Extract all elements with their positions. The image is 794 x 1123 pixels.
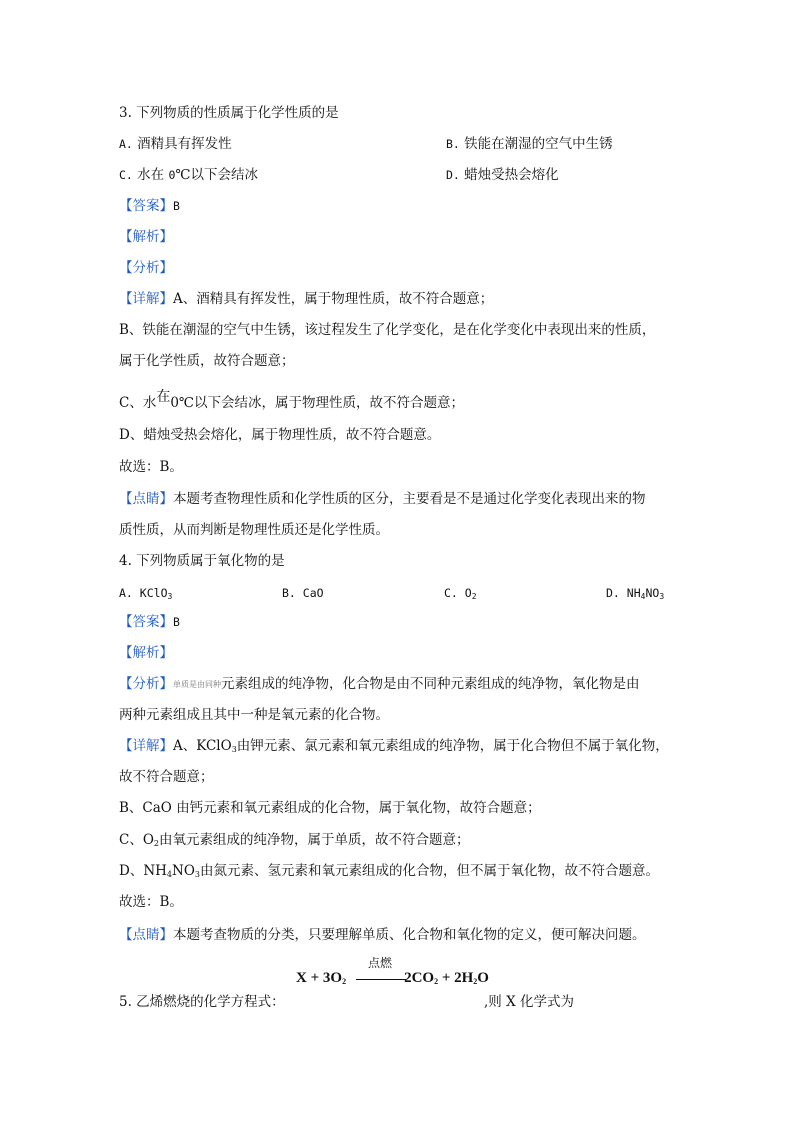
q3-detail-b2: 属于化学性质，故符合题意； (119, 353, 295, 369)
q4-detail-a (119, 736, 669, 760)
subscript: 2 (153, 839, 159, 848)
q3-option-b (446, 134, 613, 154)
option-number: 0 (168, 168, 176, 182)
q4-choose: 故选：B。 (119, 894, 183, 910)
subscript: 4 (166, 870, 173, 879)
option-label: A. (119, 137, 133, 151)
q4-fenxi-2: 两种元素组成且其中一种是氧元素的化合物。 (119, 707, 389, 723)
q3-jiexi-tag: 【解析】 (119, 229, 173, 245)
q4-option-d (606, 583, 664, 607)
q3-detail-a (119, 289, 493, 309)
q4-answer (119, 612, 180, 632)
detail-text: A、KClO (173, 738, 232, 754)
q4-detail-a2: 故不符合题意； (119, 769, 214, 785)
q4-option-b (282, 583, 324, 603)
q3-option-a (119, 134, 232, 154)
option-label: B. (282, 586, 296, 600)
detail-text: A、酒精具有挥发性，属于物理性质，故不符合题意； (173, 291, 494, 307)
subscript: 4 (640, 592, 646, 601)
option-formula: O (464, 586, 472, 600)
q3-fenxi-tag: 【分析】 (119, 260, 173, 276)
tiny-text: 单质是由同种 (173, 680, 221, 689)
detail-text-3: 由氮元素、氢元素和氧元素组成的化合物，但不属于氧化物，故不符合题意。 (200, 863, 659, 879)
xiangjie-tag: 【详解】 (119, 738, 173, 754)
chemical-equation (296, 958, 496, 992)
q5-stem (119, 992, 285, 1012)
equation-condition: 点燃 (367, 956, 392, 970)
option-formula-2: NO (645, 586, 660, 600)
answer-tag: 【答案】 (119, 198, 173, 214)
q4-detail-d (119, 861, 659, 885)
subscript-2: 3 (659, 592, 665, 601)
q3-dianjing-2: 质性质，从而判断是物理性质还是化学性质。 (119, 522, 389, 538)
detail-text-2: 由氧元素组成的纯净物，属于单质，故不符合题意； (159, 832, 470, 848)
detail-text-2: NO (172, 863, 195, 879)
option-label: A. (119, 586, 133, 600)
subscript: 3 (167, 592, 173, 601)
option-formula: KClO (139, 586, 168, 600)
equation-formula (296, 970, 489, 987)
q4-option-c (444, 583, 477, 607)
subscript: 3 (231, 745, 237, 754)
fenxi-text: 元素组成的纯净物，化合物是由不同种元素组成的纯净物，氧化物是由 (221, 676, 640, 692)
dianjing-tag: 【点睛】 (119, 927, 173, 943)
xiangjie-tag: 【详解】 (119, 291, 173, 307)
q5-stem-tail: ,则 X 化学式为 (484, 994, 574, 1010)
q3-option-c (119, 165, 258, 185)
q3-detail-c (119, 389, 465, 413)
q3-dianjing-1 (119, 489, 646, 509)
option-text: 水在 (137, 167, 169, 183)
dianjing-text: 本题考查物质的分类，只要理解单质、化合物和氧化物的定义，便可解决问题。 (173, 927, 646, 943)
option-label: C. (119, 168, 133, 182)
subscript: 2 (342, 977, 347, 986)
option-label: B. (446, 137, 460, 151)
q4-option-a (119, 583, 172, 607)
q4-detail-b: B、CaO 由钙元素和氧元素组成的化合物，属于氧化物，故符合题意； (119, 800, 541, 816)
q3-stem: 3. 下列物质的性质属于化学性质的是 (119, 105, 339, 121)
q3-answer (119, 196, 180, 216)
q3-detail-d: D、蜡烛受热会熔化，属于物理性质，故不符合题意。 (119, 427, 441, 443)
option-text: 铁能在潮湿的空气中生锈 (464, 136, 613, 152)
option-formula: CaO (302, 586, 324, 600)
q3-option-d (446, 165, 559, 185)
detail-text: C、O (119, 832, 154, 848)
option-formula: NH (626, 586, 641, 600)
detail-text: C、水 (119, 395, 157, 411)
equation-right-1: 2CO (404, 970, 435, 986)
option-text-2: ℃以下会结冰 (175, 167, 258, 183)
option-label: D. (446, 168, 460, 182)
q4-stem: 4. 下列物质属于氧化物的是 (119, 553, 285, 569)
q4-dianjing (119, 925, 646, 945)
raised-char: 在 (156, 389, 171, 405)
option-label: D. (606, 586, 620, 600)
q4-fenxi-1 (119, 674, 640, 695)
subscript-3: 2 (473, 977, 478, 986)
subscript: 2 (471, 592, 477, 601)
q3-detail-b1: B、铁能在潮湿的空气中生锈，该过程发生了化学变化，是在化学变化中表现出来的性质， (119, 322, 656, 338)
q3-choose: 故选：B。 (119, 459, 183, 475)
q4-jiexi-tag: 【解析】 (119, 645, 173, 661)
subscript-2: 3 (194, 870, 200, 879)
option-text: 酒精具有挥发性 (137, 136, 232, 152)
equation-right-3: O (477, 970, 489, 986)
equation-right-2: + 2H (438, 970, 474, 986)
answer-value: B (173, 615, 180, 629)
fenxi-tag: 【分析】 (119, 676, 173, 692)
q4-detail-c (119, 830, 470, 854)
option-text: 蜡烛受热会熔化 (464, 167, 559, 183)
subscript-2: 2 (434, 977, 439, 986)
option-label: C. (444, 586, 458, 600)
dianjing-tag: 【点睛】 (119, 491, 173, 507)
answer-tag: 【答案】 (119, 614, 173, 630)
detail-text-2: 由钾元素、氯元素和氧元素组成的纯净物，属于化合物但不属于氧化物， (236, 738, 669, 754)
equation-left: X + 3O (296, 970, 343, 986)
detail-text-2: 0℃以下会结冰，属于物理性质，故不符合题意； (170, 395, 465, 411)
detail-text: D、NH (119, 863, 167, 879)
answer-value: B (173, 199, 180, 213)
q5-stem-text: 5. 乙烯燃烧的化学方程式： (119, 994, 285, 1010)
dianjing-text: 本题考查物理性质和化学性质的区分，主要看是不是通过化学变化表现出来的物 (173, 491, 646, 507)
